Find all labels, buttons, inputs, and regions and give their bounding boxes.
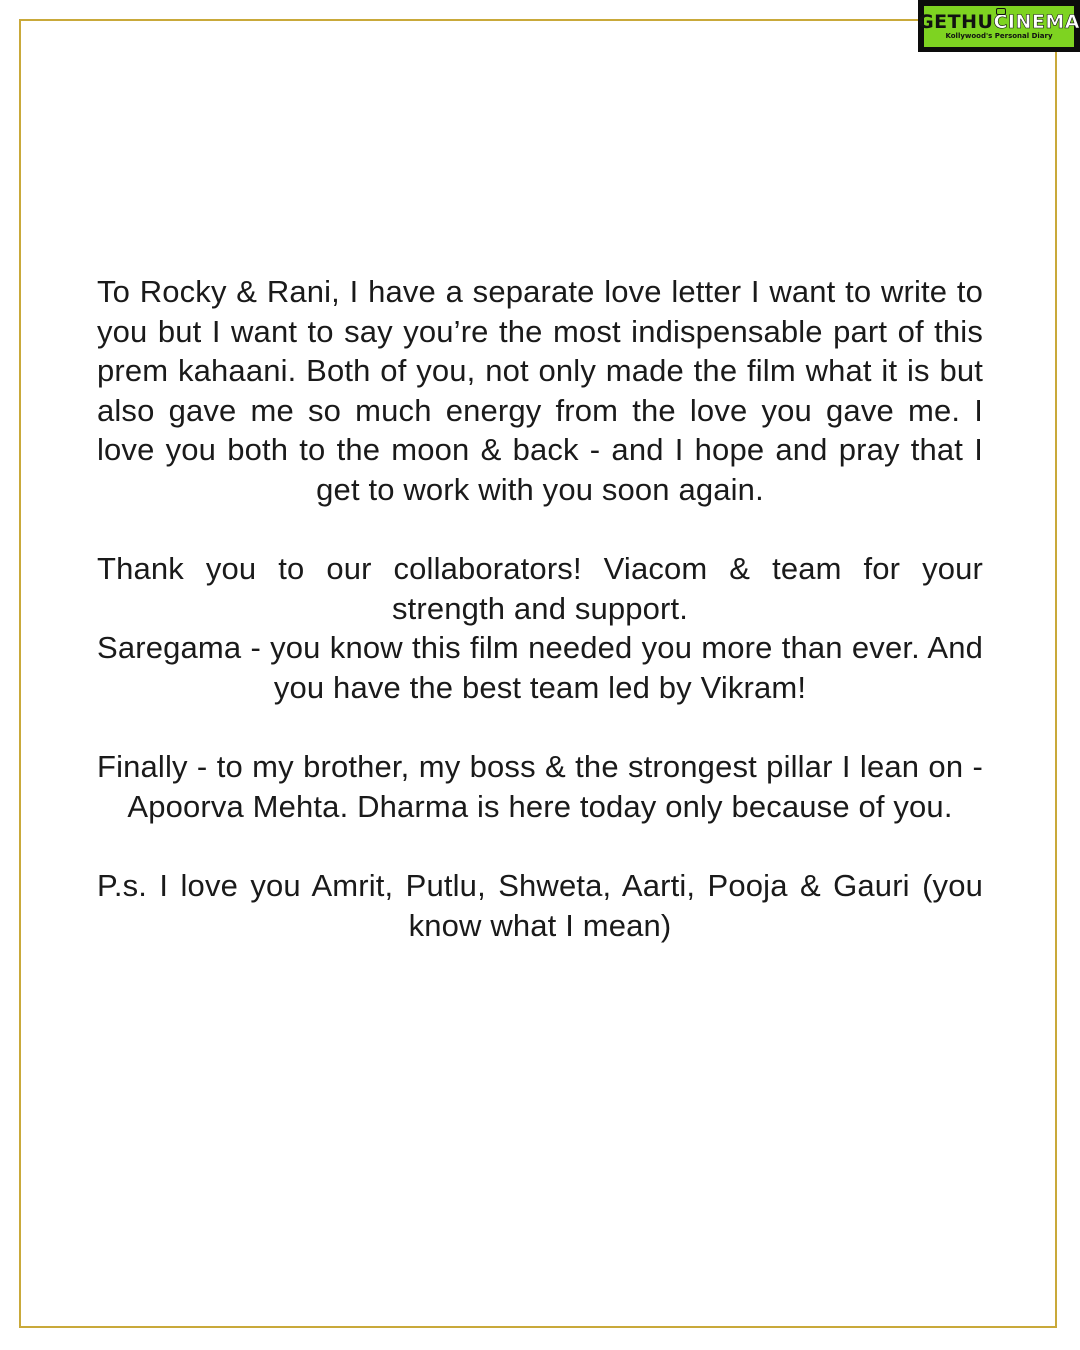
gethu-cinema-logo xyxy=(918,0,1080,52)
logo-word-gethu: GETHU xyxy=(918,11,994,33)
letter-body xyxy=(97,272,983,985)
logo-wordmark xyxy=(918,12,1080,32)
paragraph-ps: P.s. I love you Amrit, Putlu, Shweta, Aarti, Pooja & Gauri (you know what I mean) xyxy=(97,867,983,943)
logo-tagline: Kollywood's Personal Diary xyxy=(945,32,1053,40)
paragraph-apoorva: Finally - to my brother, my boss & the strongest pillar I lean on - Apoorva Mehta. Dharma is here today only because of you. xyxy=(97,749,983,824)
camera-icon xyxy=(996,8,1006,15)
logo-word-cinema: CINEMA xyxy=(993,11,1080,33)
paragraph-collaborators: Thank you to our collaborators! Viacom & team for your strength and support. xyxy=(97,551,983,626)
paragraph-rocky-rani: To Rocky & Rani, I have a separate love letter I want to write to you but I want to say you’re the most indispensable part of this prem kahaani. Both of you, not only made the film what it is but also gave me so much energy from the love you gave me. I love you both to the moon & back - and I hope and pray that I get to work with you soon again. xyxy=(97,274,983,507)
paragraph-saregama: Saregama - you know this film needed you more than ever. And you have the best team led by Vikram! xyxy=(97,630,983,705)
logo-badge xyxy=(918,6,1080,47)
